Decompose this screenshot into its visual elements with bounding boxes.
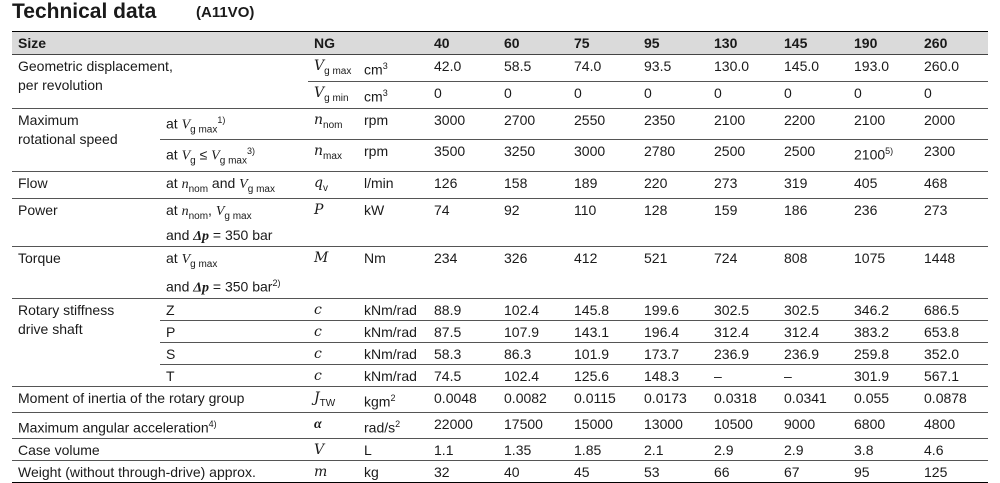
value-cell: 236.9: [778, 342, 848, 364]
cond-text: at: [166, 174, 182, 191]
symbol: q: [314, 174, 323, 191]
table-row: [12, 108, 988, 139]
footnote-ref: 2): [272, 277, 281, 288]
value-cell: 2.9: [778, 439, 848, 461]
value-cell: 319: [778, 171, 848, 199]
value-cell: 101.9: [568, 342, 638, 364]
unit-cell: [358, 413, 428, 439]
value-cell: 45: [568, 461, 638, 483]
value-cell: 0: [638, 81, 708, 108]
row-label: [12, 413, 308, 439]
table-row: [12, 171, 988, 199]
header-size-cell: 95: [638, 32, 708, 55]
symbol-cell: m: [308, 461, 358, 483]
value-cell: 107.9: [498, 320, 568, 342]
cond-symbol: Δp: [193, 280, 210, 296]
symbol-cell: [308, 386, 358, 413]
value-cell: 220: [638, 171, 708, 199]
unit-power: 3: [382, 87, 388, 98]
value-cell: 3000: [568, 140, 638, 171]
value-cell: 125.6: [568, 364, 638, 386]
value-cell: 2350: [638, 108, 708, 139]
value-cell: 67: [778, 461, 848, 483]
condition-cell: [160, 140, 308, 171]
value-cell: 130.0: [714, 58, 750, 74]
value-cell: 95: [848, 461, 918, 483]
symbol-cell: V: [308, 439, 358, 461]
value-cell: 32: [428, 461, 498, 483]
unit-cell: kNm/rad: [358, 342, 428, 364]
cond-symbol: V: [181, 252, 191, 268]
value-cell: 159: [708, 199, 778, 247]
cond-sub: nom: [188, 183, 209, 195]
footnote-ref: 4): [208, 419, 217, 430]
table-row: [12, 199, 988, 247]
value-cell: 196.4: [638, 320, 708, 342]
value-cell: 2550: [568, 108, 638, 139]
value-cell: 521: [638, 247, 708, 298]
value-cell: 40: [498, 461, 568, 483]
row-label: Torque: [12, 247, 160, 298]
value-cell: 2.9: [708, 439, 778, 461]
row-label-text: Maximum angular acceleration: [18, 420, 209, 436]
value-cell: 1.1: [428, 439, 498, 461]
table-row: [12, 413, 988, 439]
value-cell: 1.85: [568, 439, 638, 461]
unit-power: 2: [395, 419, 401, 430]
value-cell: 352.0: [918, 342, 988, 364]
cond-text: at: [166, 146, 182, 163]
row-label-line: Maximum: [18, 111, 79, 128]
value-cell: 724: [708, 247, 778, 298]
value-cell: 2000: [918, 108, 988, 139]
value-cell: 260.0: [924, 58, 960, 74]
value-cell: 9000: [778, 413, 848, 439]
unit-power: 3: [382, 61, 388, 71]
unit-cell: L: [358, 439, 428, 461]
symbol-cell: [308, 171, 358, 199]
cond-text: ≤: [195, 146, 212, 163]
symbol: J: [314, 389, 320, 406]
value-cell: 3500: [428, 140, 498, 171]
value-cell: 405: [848, 171, 918, 199]
table-row: [12, 461, 988, 483]
row-label-line: rotational speed: [18, 130, 118, 147]
symbol-cell: M: [308, 247, 358, 298]
value-cell: 3000: [428, 108, 498, 139]
value-cell: 236: [848, 199, 918, 247]
value-cell: 13000: [638, 413, 708, 439]
value-cell: 189: [568, 171, 638, 199]
value-cell: 74: [428, 199, 498, 247]
value-cell: 0.0878: [918, 386, 988, 413]
row-label: [12, 55, 308, 109]
unit-cell: [358, 386, 428, 413]
value-cell: 2700: [498, 108, 568, 139]
value-cell: 2500: [778, 140, 848, 171]
value-cell: 1.35: [498, 439, 568, 461]
value-cell: 2100: [848, 108, 918, 139]
value-cell: 1448: [918, 247, 988, 298]
row-label-line: Rotary stiffness: [18, 301, 115, 318]
table-row: [12, 55, 988, 82]
table-header-row: [12, 32, 988, 55]
value-cell: 102.4: [498, 298, 568, 320]
value-cell: 383.2: [848, 320, 918, 342]
cond-symbol: V: [215, 204, 225, 220]
value-cell: 3.8: [848, 439, 918, 461]
unit-cell: kNm/rad: [358, 320, 428, 342]
value-cell: 6800: [848, 413, 918, 439]
cond-sub: g max: [219, 155, 247, 167]
cond-sub: g max: [224, 211, 252, 223]
cond-symbol: n: [181, 176, 189, 192]
header-size-cell: 130: [708, 32, 778, 55]
table-row: [12, 298, 988, 320]
value-cell: 193.0: [854, 58, 890, 74]
symbol-cell: c: [308, 342, 358, 364]
value-cell: 3250: [498, 140, 568, 171]
value-cell: –: [708, 364, 778, 386]
header-size-cell: 260: [918, 32, 988, 55]
value-cell: 4800: [918, 413, 988, 439]
cond-symbol: V: [239, 176, 248, 192]
cond-text: and: [166, 278, 194, 295]
value-cell: 2300: [918, 140, 988, 171]
symbol-cell: α: [308, 413, 358, 439]
cond-symbol: V: [181, 148, 191, 164]
value-cell: 58.5: [504, 58, 532, 74]
cond-sub: nom: [188, 211, 209, 223]
value-cell: 302.5: [708, 298, 778, 320]
symbol-sub: g min: [324, 92, 349, 104]
value-cell: 186: [778, 199, 848, 247]
value-cell: 74.0: [574, 58, 602, 74]
value-cell: 22000: [428, 413, 498, 439]
value-cell: 126: [428, 171, 498, 199]
symbol-cell: [308, 140, 358, 171]
symbol-sub: TW: [319, 397, 336, 409]
value-cell: 326: [498, 247, 568, 298]
cond-text: and: [208, 174, 240, 191]
value-cell: 0: [568, 81, 638, 108]
value-cell: 234: [428, 247, 498, 298]
value-cell: 0.0048: [428, 386, 498, 413]
value-cell: 312.4: [778, 320, 848, 342]
unit-cell: [358, 81, 428, 108]
value-cell: 0: [848, 81, 918, 108]
value-cell: 88.9: [428, 298, 498, 320]
row-label: Power: [12, 199, 160, 247]
symbol: n: [314, 111, 324, 128]
value-cell: 236.9: [708, 342, 778, 364]
unit-cell: kNm/rad: [358, 298, 428, 320]
shaft-code: P: [160, 320, 308, 342]
symbol-cell: c: [308, 320, 358, 342]
value-cell: 74.5: [428, 364, 498, 386]
row-label: Weight (without through-drive) approx.: [12, 461, 308, 483]
value-cell: 302.5: [778, 298, 848, 320]
cond-text: at: [166, 250, 182, 267]
value-cell: 15000: [568, 413, 638, 439]
unit-cell: kW: [358, 199, 428, 247]
symbol-cell: [308, 108, 358, 139]
symbol-cell: [308, 55, 358, 82]
value-cell: 173.7: [638, 342, 708, 364]
cond-text: = 350 bar: [209, 278, 273, 295]
symbol-cell: c: [308, 364, 358, 386]
value-cell: 145.8: [568, 298, 638, 320]
value-cell: 653.8: [918, 320, 988, 342]
row-label-line: Geometric displacement,: [18, 58, 173, 74]
header-size-cell: 60: [498, 32, 568, 55]
condition-cell: [160, 247, 308, 298]
value-cell: 0: [778, 81, 848, 108]
value-cell: 92: [498, 199, 568, 247]
value-cell: 273: [708, 171, 778, 199]
value-cell: 143.1: [568, 320, 638, 342]
shaft-code: S: [160, 342, 308, 364]
table-row: [12, 247, 988, 298]
condition-cell: [160, 108, 308, 139]
value-cell: 2500: [708, 140, 778, 171]
value-cell: 158: [498, 171, 568, 199]
header-size-cell: 190: [848, 32, 918, 55]
footnote-ref: 5): [885, 146, 894, 157]
unit-cell: Nm: [358, 247, 428, 298]
value-cell: 102.4: [498, 364, 568, 386]
footnote-ref: 1): [217, 114, 226, 125]
value-cell: 0.0173: [638, 386, 708, 413]
value-cell: 125: [918, 461, 988, 483]
cond-text: at: [166, 115, 182, 132]
value-cell: 58.3: [428, 342, 498, 364]
cond-sub: g max: [190, 258, 218, 270]
value-cell: 273: [918, 199, 988, 247]
value-cell: 87.5: [428, 320, 498, 342]
unit-cell: rpm: [358, 108, 428, 139]
value-cell: 148.3: [638, 364, 708, 386]
value-cell: 0: [708, 81, 778, 108]
value-cell: 2200: [778, 108, 848, 139]
row-label-line: drive shaft: [18, 320, 83, 337]
value-cell: 0.0115: [568, 386, 638, 413]
shaft-code: Z: [160, 298, 308, 320]
value-cell: 86.3: [498, 342, 568, 364]
header-size-cell: 145: [778, 32, 848, 55]
symbol-cell: P: [308, 199, 358, 247]
value-cell: [848, 140, 918, 171]
value-cell: 259.8: [848, 342, 918, 364]
value-cell: 17500: [498, 413, 568, 439]
symbol: V: [314, 58, 325, 74]
symbol: n: [314, 143, 324, 160]
unit-cell: [358, 55, 428, 82]
value-cell: 128: [638, 199, 708, 247]
value-cell: 0: [428, 81, 498, 108]
value-cell: 42.0: [434, 58, 462, 74]
row-label-line: per revolution: [18, 77, 103, 93]
symbol-sub: v: [322, 182, 328, 194]
symbol: V: [314, 84, 325, 101]
value-cell: 93.5: [644, 58, 672, 74]
header-size: Size: [12, 32, 308, 55]
table-row: [12, 386, 988, 413]
condition-cell: [160, 171, 308, 199]
page-title: Technical data: [12, 0, 157, 23]
unit-power: 2: [390, 392, 396, 403]
shaft-code: T: [160, 364, 308, 386]
unit: cm: [364, 61, 383, 78]
value-cell: 0: [498, 81, 568, 108]
cond-text: = 350 bar: [209, 227, 273, 244]
value-cell: 1075: [848, 247, 918, 298]
cond-sub: g: [190, 155, 196, 167]
value-cell: 468: [918, 171, 988, 199]
value-cell: 2780: [638, 140, 708, 171]
unit-cell: rpm: [358, 140, 428, 171]
value-cell: 110: [568, 199, 638, 247]
cond-text: at: [166, 202, 182, 219]
cond-symbol: V: [181, 117, 191, 133]
header-size-cell: 40: [428, 32, 498, 55]
unit-cell: kg: [358, 461, 428, 483]
symbol-sub: nom: [323, 119, 343, 131]
cond-symbol: Δp: [193, 229, 210, 245]
value-cell: 199.6: [638, 298, 708, 320]
symbol-cell: c: [308, 298, 358, 320]
row-label: Flow: [12, 171, 160, 199]
cond-symbol: n: [181, 204, 189, 220]
footnote-ref: 3): [246, 146, 255, 157]
value-cell: 0.0318: [708, 386, 778, 413]
table-row: [12, 439, 988, 461]
value-cell: –: [778, 364, 848, 386]
header-size-cell: 75: [568, 32, 638, 55]
value-cell: 346.2: [848, 298, 918, 320]
technical-data-table: [12, 31, 988, 483]
value: 2100: [854, 146, 886, 163]
symbol-sub: max: [323, 150, 342, 162]
value-cell: 2100: [708, 108, 778, 139]
unit: rad/s: [364, 420, 396, 436]
row-label: [12, 108, 160, 171]
cond-text: ,: [208, 202, 216, 219]
value-cell: 412: [568, 247, 638, 298]
value-cell: 10500: [708, 413, 778, 439]
cond-sub: g max: [247, 183, 275, 195]
value-cell: 4.6: [918, 439, 988, 461]
row-label: Case volume: [12, 439, 308, 461]
value-cell: 0.0082: [498, 386, 568, 413]
value-cell: 145.0: [784, 58, 820, 74]
row-label: Moment of inertia of the rotary group: [12, 386, 308, 413]
value-cell: 0.0341: [778, 386, 848, 413]
unit: kgm: [364, 393, 391, 410]
unit-cell: l/min: [358, 171, 428, 199]
cond-symbol: V: [211, 148, 220, 164]
row-label: [12, 298, 160, 386]
value-cell: 567.1: [918, 364, 988, 386]
unit: cm: [364, 88, 383, 105]
value-cell: 0.055: [848, 386, 918, 413]
cond-sub: g max: [190, 124, 218, 136]
header-ng: NG: [308, 32, 428, 55]
value-cell: 686.5: [918, 298, 988, 320]
value-cell: 53: [638, 461, 708, 483]
value-cell: 312.4: [708, 320, 778, 342]
cond-text: and: [166, 227, 194, 244]
condition-cell: [160, 199, 308, 247]
value-cell: 0: [918, 81, 988, 108]
symbol-cell: [308, 81, 358, 108]
unit-cell: kNm/rad: [358, 364, 428, 386]
value-cell: 2.1: [638, 439, 708, 461]
value-cell: 808: [778, 247, 848, 298]
symbol-sub: g max: [324, 65, 352, 77]
value-cell: 66: [708, 461, 778, 483]
model-code: (A11VO): [196, 4, 255, 21]
value-cell: 301.9: [848, 364, 918, 386]
